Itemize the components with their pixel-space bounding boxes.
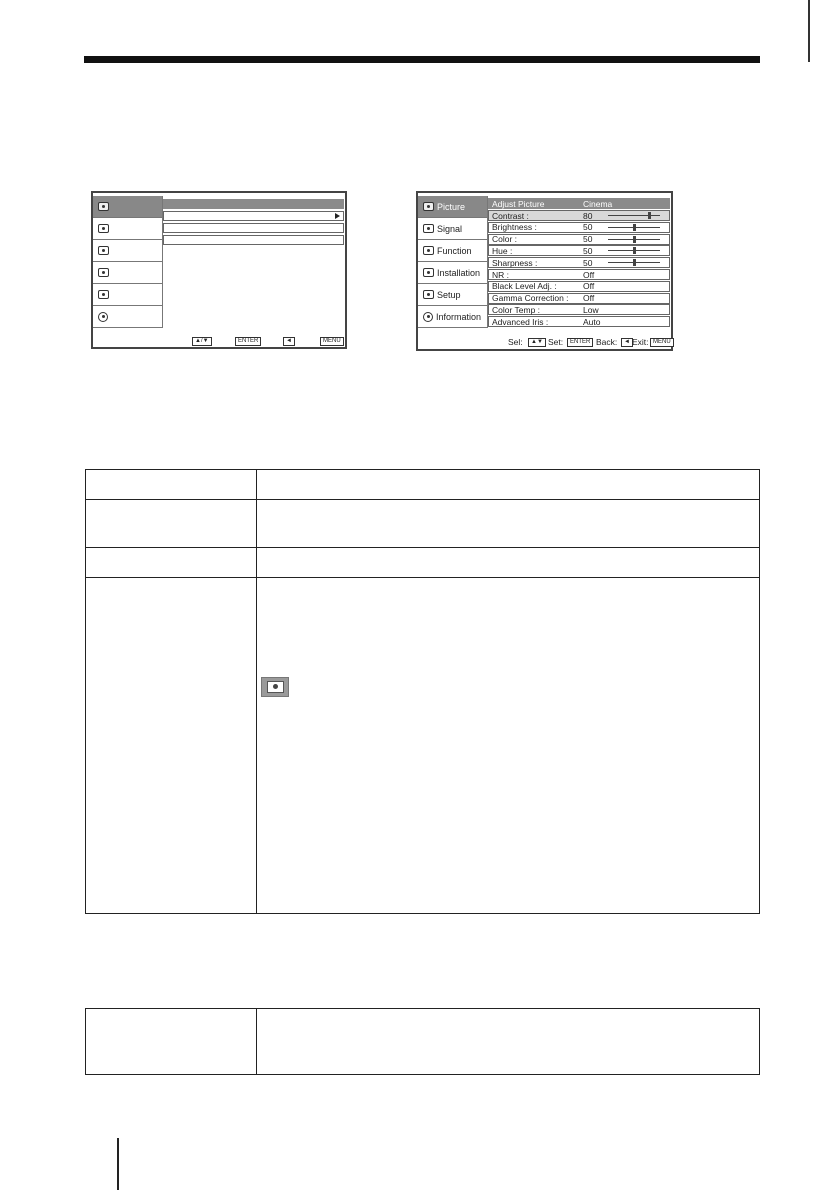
menu-header-row [163, 199, 344, 209]
setting-label: Sharpness : [492, 257, 538, 268]
menu-item-label: Signal [437, 223, 463, 234]
setting-value: Off [583, 269, 595, 280]
page-footer-line [117, 1138, 119, 1190]
picture-icon [423, 202, 434, 211]
setting-value: 50 [583, 222, 593, 233]
setting-label: Color : [492, 234, 518, 245]
picture-menu-icon [261, 677, 289, 697]
setting-row[interactable] [488, 269, 670, 280]
setting-label: Black Level Adj. : [492, 281, 557, 292]
exit-label: Exit: [632, 337, 649, 347]
setting-label: NR : [492, 269, 509, 280]
sel-key-icon: ▲▼ [528, 338, 546, 347]
notes-table [85, 1008, 760, 1075]
setting-row[interactable] [488, 281, 670, 292]
installation-icon [98, 268, 109, 277]
setting-slider[interactable] [608, 227, 660, 228]
menu-item-signal[interactable] [93, 218, 163, 240]
setting-row[interactable] [488, 293, 670, 304]
menu-item-setup[interactable] [93, 284, 163, 306]
menu-item-label: Function [437, 245, 472, 256]
table-row [86, 578, 760, 914]
setting-value: 50 [583, 245, 593, 256]
menu-item-picture[interactable] [93, 196, 163, 218]
slider-knob[interactable] [633, 259, 636, 266]
menu-item-information[interactable] [93, 306, 163, 328]
table-row [86, 470, 760, 500]
enter-key-icon: ENTER [235, 337, 261, 346]
information-icon [98, 312, 108, 322]
footer-sel [508, 337, 523, 347]
menu-screen-overview [91, 191, 347, 349]
setup-icon [98, 290, 109, 299]
table-cell [257, 548, 760, 578]
menu-item-function[interactable] [93, 240, 163, 262]
signal-icon [423, 224, 434, 233]
section-header-bar [84, 56, 760, 63]
menu-item-label: Information [436, 311, 482, 322]
setting-value: Low [583, 304, 599, 315]
function-icon [98, 246, 109, 255]
set-label: Set: [548, 337, 564, 347]
table-row [86, 548, 760, 578]
setting-slider[interactable] [608, 215, 660, 216]
setting-value: 50 [583, 257, 593, 268]
menu-item-information[interactable] [418, 306, 488, 328]
setting-row[interactable] [488, 257, 670, 268]
menu-item-installation[interactable] [93, 262, 163, 284]
setting-label: Hue : [492, 245, 513, 256]
menu-key-icon: MENU [320, 337, 344, 346]
setting-row[interactable] [488, 222, 670, 233]
menu-key-icon: MENU [650, 338, 674, 347]
setting-slider[interactable] [608, 239, 660, 240]
settings-table [85, 469, 760, 914]
table-row [86, 1009, 760, 1075]
back-key-icon: ◄ [621, 338, 633, 347]
menu-setting-row[interactable] [163, 223, 344, 233]
signal-icon [98, 224, 109, 233]
setting-label: Contrast : [492, 210, 529, 221]
setting-value: Auto [583, 316, 601, 327]
setting-label: Color Temp : [492, 304, 541, 315]
setup-icon [423, 290, 434, 299]
table-cell [86, 1009, 257, 1075]
installation-icon [423, 268, 434, 277]
setting-slider[interactable] [608, 262, 660, 263]
information-icon [423, 312, 433, 322]
table-cell [86, 578, 257, 914]
menu-screen-picture [416, 191, 673, 351]
setting-label: Advanced Iris : [492, 316, 549, 327]
setting-row[interactable] [488, 210, 670, 221]
table-cell [86, 500, 257, 548]
adjust-picture-header[interactable] [488, 198, 670, 209]
function-icon [423, 246, 434, 255]
page-corner-line [808, 0, 810, 62]
table-cell [257, 1009, 760, 1075]
table-row [86, 500, 760, 548]
setting-value: Off [583, 293, 595, 304]
table-cell [86, 548, 257, 578]
setting-value: Off [583, 281, 595, 292]
header-value: Cinema [583, 198, 613, 209]
slider-knob[interactable] [633, 224, 636, 231]
menu-item-signal[interactable] [418, 218, 488, 240]
footer-exit [632, 337, 649, 347]
setting-slider[interactable] [608, 250, 660, 251]
setting-value: 50 [583, 234, 593, 245]
picture-frame [267, 681, 284, 693]
menu-item-installation[interactable] [418, 262, 488, 284]
enter-key-icon: ENTER [567, 338, 593, 347]
slider-knob[interactable] [648, 212, 651, 219]
setting-row[interactable] [488, 304, 670, 315]
menu-item-label: Picture [437, 201, 466, 212]
table-cell [257, 578, 760, 914]
slider-knob[interactable] [633, 236, 636, 243]
menu-item-picture[interactable] [418, 196, 488, 218]
picture-icon [98, 202, 109, 211]
footer-set [548, 337, 563, 347]
setting-row[interactable] [488, 316, 670, 327]
footer-back [596, 337, 617, 347]
table-cell [257, 470, 760, 500]
menu-setting-row[interactable] [163, 211, 344, 221]
sel-label: Sel: [508, 337, 523, 347]
submenu-arrow-icon [335, 213, 340, 219]
setting-label: Brightness : [492, 222, 537, 233]
menu-item-setup[interactable] [418, 284, 488, 306]
setting-label: Gamma Correction : [492, 293, 569, 304]
setting-value: 80 [583, 210, 593, 221]
menu-setting-row[interactable] [163, 235, 344, 245]
header-label: Adjust Picture [492, 198, 545, 209]
back-label: Back: [596, 337, 618, 347]
setting-row[interactable] [488, 245, 670, 256]
table-cell [86, 470, 257, 500]
setting-row[interactable] [488, 234, 670, 245]
table-cell [257, 500, 760, 548]
slider-knob[interactable] [633, 247, 636, 254]
menu-item-label: Installation [437, 267, 481, 278]
menu-item-function[interactable] [418, 240, 488, 262]
menu-item-label: Setup [437, 289, 461, 300]
sel-key-icon: ▲/▼ [192, 337, 212, 346]
back-key-icon: ◄ [283, 337, 295, 346]
